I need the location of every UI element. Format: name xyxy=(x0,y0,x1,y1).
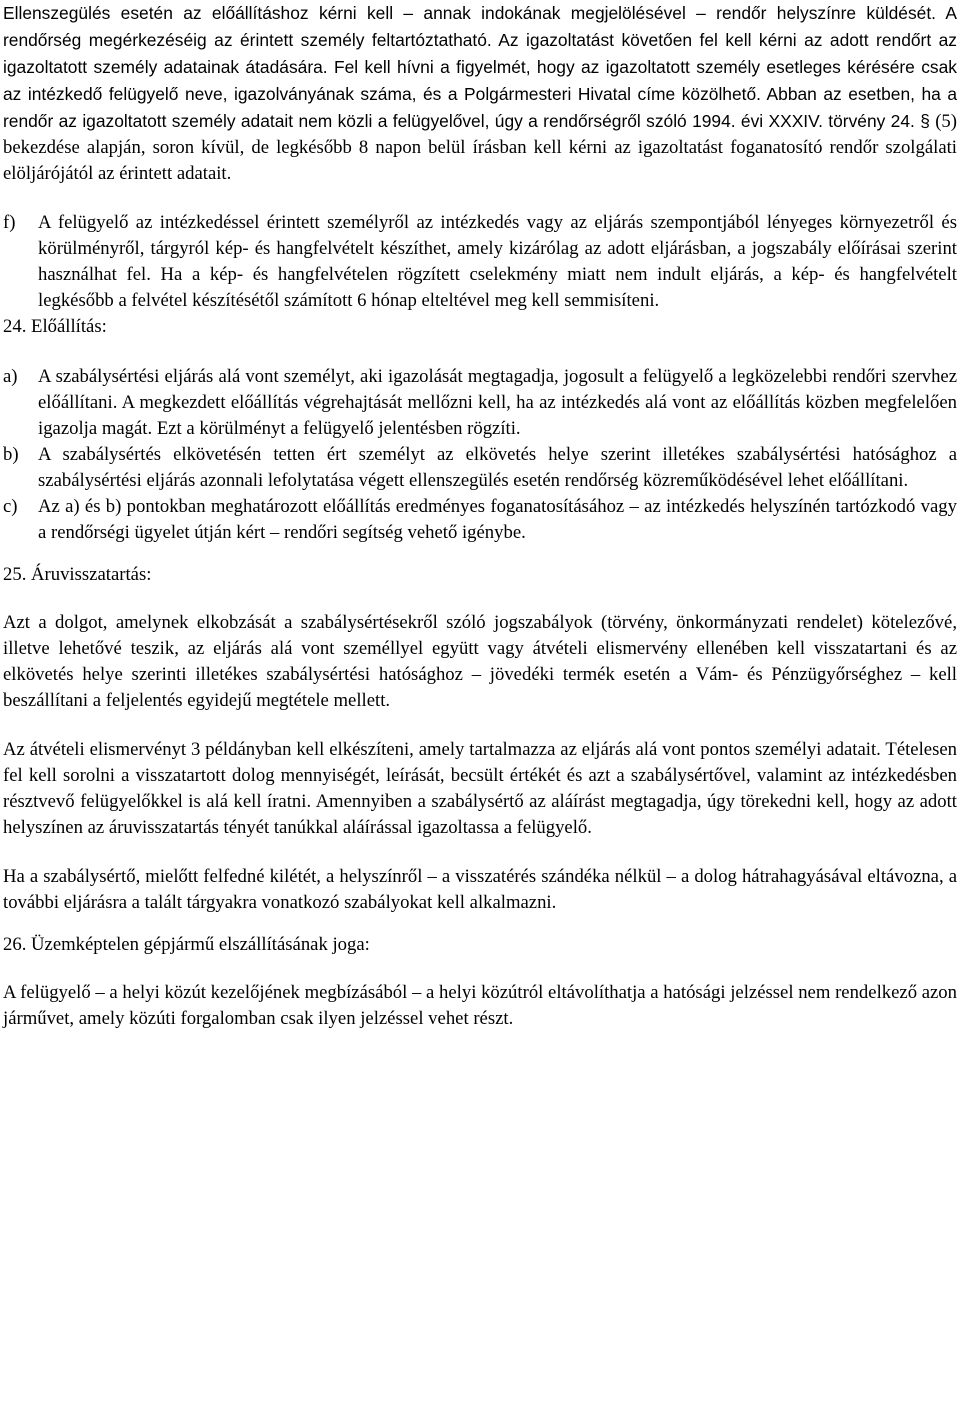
section-number: 26. xyxy=(3,934,27,955)
list-item-text: Az a) és b) pontokban meghatározott előállítás eredményes foganatosításához – az intézkedés helyszínén tartózkodó vagy a rendőrségi ügyelet útján kért – rendőri segítség vehető igénybe. xyxy=(38,496,957,543)
document-page xyxy=(3,0,957,1032)
body-paragraph: Ha a szabálysértő, mielőtt felfedné kilétét, a helyszínről – a visszatérés szándéka nélkül – a dolog hátrahagyásával eltávozna, a további eljárásra a talált tárgyakra vonatkozó szabályokat kell alkalmazni. xyxy=(3,866,957,913)
section-24-heading xyxy=(3,314,957,340)
list-item-b xyxy=(3,442,957,494)
body-paragraph: A felügyelő – a helyi közút kezelőjének megbízásából – a helyi közútról eltávolíthatja a hatósági jelzéssel nem rendelkező azon járművet, amely közúti forgalomban csak ilyen jelzéssel vehet részt. xyxy=(3,982,957,1029)
intro-paragraph xyxy=(3,0,957,187)
list-item-marker: b) xyxy=(3,444,19,465)
list-item-marker: f) xyxy=(3,212,16,233)
section-title: Üzemképtelen gépjármű elszállításának joga: xyxy=(31,934,370,955)
body-paragraph: Az átvételi elismervényt 3 példányban kell elkészíteni, amely tartalmazza az eljárás alá vont pontos személyi adatait. Tételesen fel kell sorolni a visszatartott dolog mennyiségét, leírását, becsült értékét és azt a szabálysértővel, valamint az intézkedésben résztvevő felügyelőkkel is alá kell íratni. Amennyiben a szabálysértő az aláírást megtagadja, úgy törekedni kell, hogy az adott helyszínen az áruvisszatartás tényét tanúkkal aláírással igazoltassa a felügyelő. xyxy=(3,739,957,838)
section-26-heading xyxy=(3,932,957,958)
intro-text-part3: (5) bekezdése alapján, soron kívül, de legkésőbb 8 napon belül írásban kell kérni az igazoltatást foganatosító rendőr szolgálati elöljárójától az érintett adatait. xyxy=(3,111,957,184)
list-item-marker: a) xyxy=(3,366,18,387)
list-item-text: A szabálysértés elkövetésén tetten ért személyt az elkövetés helye szerint illetékes szabálysértési hatósághoz a szabálysértési eljárás azonnali lefolytatása végett ellenszegülés esetén rendőrség közreműködésével lehet előállítani. xyxy=(38,444,957,491)
section-25-heading xyxy=(3,562,957,588)
section-number: 25. xyxy=(3,564,27,585)
list-item-text: A felügyelő az intézkedéssel érintett személyről az intézkedés vagy az eljárás szempontjából lényeges környezetről és körülményről, tárgyról kép- és hangfelvételt készíthet, amely kizárólag az adott eljárásban, a jogszabály előírásai szerint használhat fel. Ha a kép- és hangfelvételen rögzített cselekmény miatt nem indult eljárás, a kép- és hangfelvételt legkésőbb a felvétel készítésétől számított 6 hónap elteltével meg kell semmisíteni. xyxy=(38,212,957,311)
section-title: Áruvisszatartás: xyxy=(31,564,152,585)
body-paragraph: Azt a dolgot, amelynek elkobzását a szabálysértésekről szóló jogszabályok (törvény, önkormányzati rendelet) kötelezővé, illetve lehetővé teszik, az eljárás alá vont személlyel együtt vagy átvételi elismervény ellenében kell visszatartani és az elkövetés helye szerinti illetékes szabálysértési hatósághoz – jövedéki termék esetén a Vám- és Pénzügyőrséghez – kell beszállítani a feljelentés egyidejű megtétele mellett. xyxy=(3,612,957,711)
intro-text-part1: Ellenszegülés esetén az előállításhoz kérni kell – annak indokának megjelölésével – rendőr helyszínre küldését. A rendőrség megérkezéséig az érintett személy feltartóztatható. Az igazoltatást követően fel kell kérni az adott rendőrt az igazoltatott személy adatainak átadására. xyxy=(3,3,957,77)
section-title: Előállítás: xyxy=(31,316,107,337)
section-number: 24. xyxy=(3,316,27,337)
list-item-a xyxy=(3,364,957,442)
intro-text-part2: Fel kell hívni a figyelmét, hogy az igazoltatott személy esetleges kérésére csak az intézkedő felügyelő neve, igazolványának száma, és a Polgármesteri Hivatal címe közölhető. Abban az esetben, ha a rendőr az igazoltatott személy adatait nem közli a felügyelővel, úgy a rendőrségről szóló 1994. évi XXXIV. törvény 24. § xyxy=(3,57,957,131)
list-item-marker: c) xyxy=(3,496,18,517)
list-item-text: A szabálysértési eljárás alá vont személyt, aki igazolását megtagadja, jogosult a felügyelő a legközelebbi rendőri szervhez előállítani. A megkezdett előállítás végrehajtását mellőzni kell, ha az intézkedés alá vont az előállítás közben megfelelően igazolja magát. Ezt a körülményt a felügyelő jelentésben rögzíti. xyxy=(38,366,957,439)
list-item-c xyxy=(3,494,957,546)
list-item-f xyxy=(3,210,957,314)
